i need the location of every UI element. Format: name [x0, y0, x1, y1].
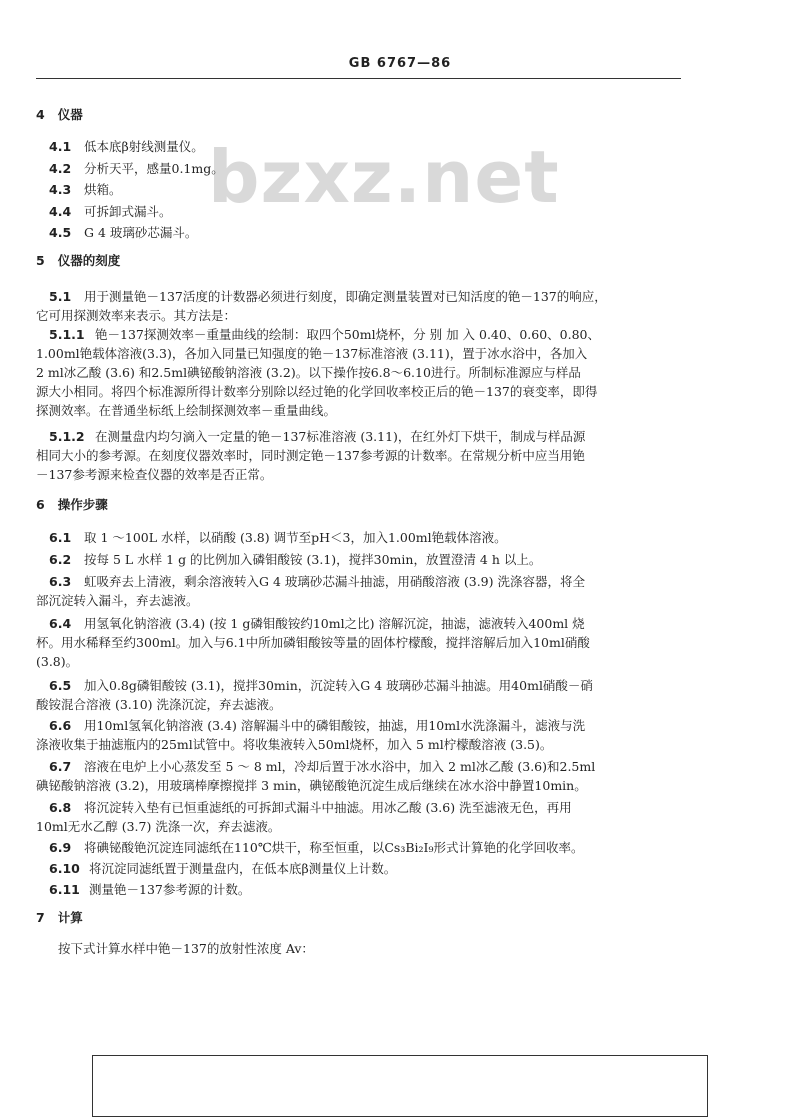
item-6-3: 6.3 虹吸弃去上清液，剩余溶液转入G 4 玻璃砂芯漏斗抽滤，用硝酸溶液 (3.9) 洗涤容器，将全 — [49, 574, 585, 589]
item-5-1-2-cont: 相同大小的参考源。在刻度仪器效率时，同时测定铯－137参考源的计数率。在常规分析中应当用铯 — [36, 448, 585, 463]
section-title: 计算 — [57, 910, 83, 925]
section-number: 4 — [36, 107, 45, 122]
item-5-1-1-cont: 1.00ml铯载体溶液(3.3)，各加入同量已知强度的铯－137标准溶液 (3.11)，置于冰水浴中，各加入 — [36, 346, 588, 361]
item-4-4: 4.4 可拆卸式漏斗。 — [49, 204, 172, 219]
section-5-heading — [36, 253, 120, 269]
item-6-4-cont: (3.8)。 — [36, 654, 79, 669]
item-6-8-cont: 10ml无水乙醇 (3.7) 洗涤一次，弃去滤液。 — [36, 819, 281, 834]
item-5-1-1: 5.1.1 铯－137探测效率－重量曲线的绘制：取四个50ml烧杯，分 别 加 入 0.40、0.60、0.80、 — [49, 327, 601, 342]
item-4-3: 4.3 烘箱。 — [49, 182, 122, 197]
item-6-1: 6.1 取 1 ～100L 水样，以硝酸 (3.8) 调节至pH＜3，加入1.00ml铯载体溶液。 — [49, 530, 507, 545]
item-6-2: 6.2 按每 5 L 水样 1 g 的比例加入磷钼酸铵 (3.1)，搅拌30min，放置澄清 4 h 以上。 — [49, 552, 542, 567]
item-6-11: 6.11 测量铯－137参考源的计数。 — [49, 882, 251, 897]
section-title: 仪器 — [57, 107, 83, 122]
formula-frame — [92, 1055, 708, 1117]
watermark: bzxz.net — [208, 135, 560, 219]
section-6-heading — [36, 497, 108, 513]
item-6-6: 6.6 用10ml氢氧化钠溶液 (3.4) 溶解漏斗中的磷钼酸铵，抽滤，用10ml水洗涤漏斗，滤液与洗 — [49, 718, 586, 733]
section-number: 6 — [36, 497, 45, 512]
item-5-1-cont: 它可用探测效率来表示。其方法是： — [36, 308, 237, 323]
item-5-1: 5.1 用于测量铯－137活度的计数器必须进行刻度，即确定测量装置对已知活度的铯－137的响应， — [49, 289, 607, 304]
item-6-3-cont: 部沉淀转入漏斗，弃去滤液。 — [36, 593, 199, 608]
item-6-4: 6.4 用氢氧化钠溶液 (3.4) (按 1 g磷钼酸铵约10ml之比) 溶解沉淀，抽滤，滤液转入400ml 烧 — [49, 616, 585, 631]
header-rule — [36, 78, 681, 79]
item-5-1-1-cont: 2 ml冰乙酸 (3.6) 和2.5ml碘铋酸钠溶液 (3.2)。以下操作按6.8～6.10进行。所制标准源应与样品 — [36, 365, 581, 380]
item-6-5: 6.5 加入0.8g磷钼酸铵 (3.1)，搅拌30min，沉淀转入G 4 玻璃砂芯漏斗抽滤。用40ml硝酸－硝 — [49, 678, 593, 693]
item-4-1: 4.1 低本底β射线测量仪。 — [49, 139, 204, 154]
item-5-1-2: 5.1.2 在测量盘内均匀滴入一定量的铯－137标准溶液 (3.11)，在红外灯下烘干，制成与样品源 — [49, 429, 586, 444]
item-4-2: 4.2 分析天平，感量0.1mg。 — [49, 161, 224, 176]
standard-header: GB 6767—86 — [348, 56, 452, 71]
section-7-heading — [36, 910, 83, 926]
item-6-9: 6.9 将碘铋酸铯沉淀连同滤纸在110℃烘干，称至恒重，以Cs₃Bi₂I₉形式计算铯的化学回收率。 — [49, 840, 584, 855]
section-title: 仪器的刻度 — [57, 253, 121, 268]
item-6-7: 6.7 溶液在电炉上小心蒸发至 5 ～ 8 ml，冷却后置于冰水浴中，加入 2 ml冰乙酸 (3.6)和2.5ml — [49, 759, 596, 774]
item-4-5: 4.5 G 4 玻璃砂芯漏斗。 — [49, 225, 198, 240]
item-6-8: 6.8 将沉淀转入垫有已恒重滤纸的可拆卸式漏斗中抽滤。用冰乙酸 (3.6) 洗至滤液无色，再用 — [49, 800, 572, 815]
section-title: 操作步骤 — [57, 497, 108, 512]
item-5-1-1-cont: 探测效率。在普通坐标纸上绘制探测效率－重量曲线。 — [36, 403, 337, 418]
item-5-1-2-cont: －137参考源来检查仪器的效率是否正常。 — [36, 467, 273, 482]
item-6-7-cont: 碘铋酸钠溶液 (3.2)，用玻璃棒摩擦搅拌 3 min，碘铋酸铯沉淀生成后继续在冰水浴中静置10min。 — [36, 778, 587, 793]
section-4-heading — [36, 107, 83, 123]
item-6-10: 6.10 将沉淀同滤纸置于测量盘内，在低本底β测量仪上计数。 — [49, 861, 397, 876]
item-6-6-cont: 涤液收集于抽滤瓶内的25ml试管中。将收集液转入50ml烧杯，加入 5 ml柠檬酸溶液 (3.5)。 — [36, 737, 553, 752]
item-5-1-1-cont: 源大小相同。将四个标准源所得计数率分别除以经过铯的化学回收率校正后的铯－137的衰变率，即得 — [36, 384, 598, 399]
item-6-4-cont: 杯。用水稀释至约300ml。加入与6.1中所加磷钼酸铵等量的固体柠檬酸，搅拌溶解后加入10ml硝酸 — [36, 635, 590, 650]
section-number: 5 — [36, 253, 45, 268]
calculation-intro: 按下式计算水样中铯－137的放射性浓度 Av： — [58, 941, 314, 956]
section-number: 7 — [36, 910, 45, 925]
item-6-5-cont: 酸铵混合溶液 (3.10) 洗涤沉淀，弃去滤液。 — [36, 697, 282, 712]
